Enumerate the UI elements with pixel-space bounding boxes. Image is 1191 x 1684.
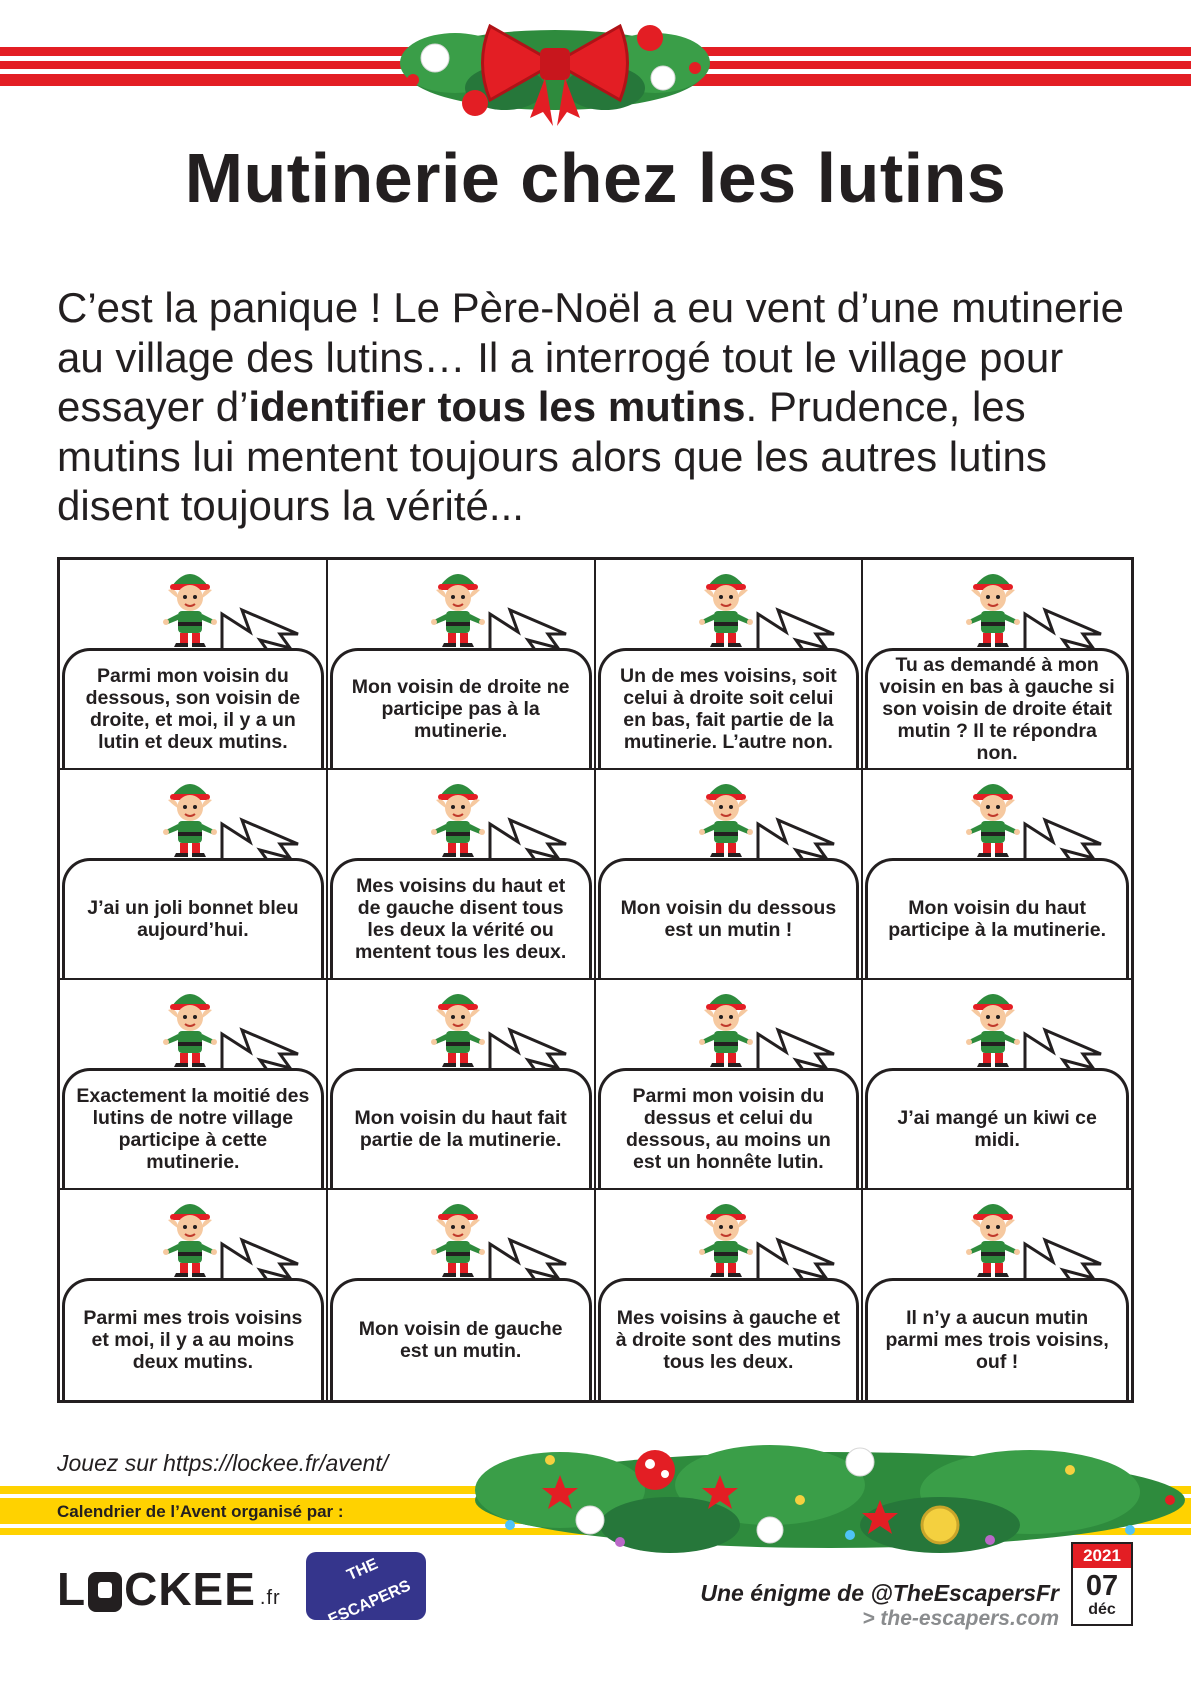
- elf-statements-grid: [57, 557, 1134, 1403]
- elf-statement-cell: [863, 770, 1131, 980]
- elf-statement-cell: [596, 560, 864, 770]
- escapers-logo-line1: THE: [344, 1555, 381, 1584]
- elf-statement-cell: [596, 980, 864, 1190]
- play-link[interactable]: Jouez sur https://lockee.fr/avent/: [57, 1450, 389, 1476]
- elf-icon: [963, 778, 1023, 858]
- calendar-month: déc: [1088, 1601, 1116, 1618]
- intro-text-start: C’est la panique ! Le Père-Noël a eu vent d’une mutinerie au village des lutins… Il a interrogé tout le village pour essayer d’: [57, 284, 1124, 430]
- elf-icon: [428, 988, 488, 1068]
- page-title: Mutinerie chez les lutins: [184, 139, 1007, 217]
- elf-statement-text: Il n’y a aucun mutin parmi mes trois voisins, ouf !: [885, 1307, 1109, 1373]
- elf-statement-text: Mes voisins à gauche et à droite sont des mutins tous les deux.: [615, 1307, 842, 1373]
- elf-icon: [963, 1198, 1023, 1278]
- elf-statement-text: Mon voisin du haut fait partie de la mutinerie.: [354, 1107, 567, 1151]
- elf-statement-text: Mon voisin du haut participe à la mutinerie.: [888, 897, 1107, 941]
- elf-statement-text: Exactement la moitié des lutins de notre village participe à cette mutinerie.: [76, 1085, 310, 1173]
- speech-bubble: [330, 1278, 592, 1400]
- speech-bubble: [865, 1068, 1129, 1190]
- intro-text-end: . Prudence, les mutins lui mentent toujours alors que les autres lutins disent toujours la vérité...: [57, 383, 1047, 529]
- speech-bubble: [865, 648, 1129, 770]
- elf-statement-cell: [863, 560, 1131, 770]
- speech-bubble: [62, 1068, 324, 1190]
- elf-icon: [696, 778, 756, 858]
- lockee-logo: [57, 1562, 281, 1616]
- intro-paragraph: [57, 283, 1147, 531]
- elf-statement-cell: [596, 1190, 864, 1400]
- elf-statement-text: Mon voisin de droite ne participe pas à la mutinerie.: [351, 676, 570, 742]
- elf-statement-text: Parmi mon voisin du dessous, son voisin de droite, et moi, il y a un lutin et deux mutins.: [85, 665, 301, 753]
- elf-statement-text: Mon voisin de gauche est un mutin.: [358, 1318, 563, 1362]
- elf-statement-cell: [863, 980, 1131, 1190]
- elf-icon: [160, 1198, 220, 1278]
- elf-statement-cell: [60, 1190, 328, 1400]
- speech-bubble: [62, 1278, 324, 1400]
- intro-text-bold: identifier tous les mutins: [248, 383, 746, 430]
- speech-bubble: [865, 858, 1129, 980]
- speech-bubble: [330, 858, 592, 980]
- credit-author: Une énigme de @TheEscapersFr: [700, 1580, 1059, 1606]
- organizer-label: Calendrier de l’Avent organisé par :: [57, 1502, 344, 1521]
- elf-statement-cell: [328, 1190, 596, 1400]
- escapers-logo-line2: ESCAPERS: [325, 1576, 414, 1629]
- speech-bubble: [330, 648, 592, 770]
- elf-icon: [428, 568, 488, 648]
- speech-bubble: [598, 858, 860, 980]
- elf-icon: [696, 568, 756, 648]
- lockee-logo-ckee: CKEE: [124, 1563, 256, 1615]
- lockee-logo-l: L: [57, 1563, 87, 1615]
- elf-icon: [160, 988, 220, 1068]
- elf-statement-cell: [60, 560, 328, 770]
- speech-bubble: [598, 1278, 860, 1400]
- elf-icon: [428, 1198, 488, 1278]
- elf-statement-cell: [328, 980, 596, 1190]
- elf-statement-text: Parmi mes trois voisins et moi, il y a au moins deux mutins.: [83, 1307, 303, 1373]
- padlock-icon: [88, 1572, 122, 1612]
- elf-statement-cell: [60, 770, 328, 980]
- elf-statement-cell: [596, 770, 864, 980]
- elf-icon: [963, 988, 1023, 1068]
- elf-statement-cell: [60, 980, 328, 1190]
- credit-site-link[interactable]: > the-escapers.com: [862, 1607, 1059, 1630]
- elf-statement-text: Mon voisin du dessous est un mutin !: [620, 897, 837, 941]
- elf-statement-cell: [328, 770, 596, 980]
- elf-icon: [696, 1198, 756, 1278]
- elf-statement-text: Tu as demandé à mon voisin en bas à gauche si son voisin de droite était mutin ? Il te répondra non.: [879, 654, 1115, 764]
- lockee-logo-suffix: .fr: [259, 1587, 281, 1609]
- elf-statement-text: Mes voisins du haut et de gauche disent tous les deux la vérité ou mentent tous les deux.: [354, 875, 567, 963]
- speech-bubble: [62, 858, 324, 980]
- elf-icon: [696, 988, 756, 1068]
- speech-bubble: [598, 1068, 860, 1190]
- elf-statement-text: Un de mes voisins, soit celui à droite soit celui en bas, fait partie de la mutinerie. L’autre non.: [620, 665, 837, 753]
- elf-statement-text: J’ai un joli bonnet bleu aujourd’hui.: [87, 897, 299, 941]
- elf-statement-text: J’ai mangé un kiwi ce midi.: [897, 1107, 1097, 1151]
- the-escapers-logo: [306, 1552, 426, 1629]
- elf-statement-cell: [863, 1190, 1131, 1400]
- elf-icon: [160, 778, 220, 858]
- elf-icon: [160, 568, 220, 648]
- elf-icon: [428, 778, 488, 858]
- credit-block: [700, 1580, 1059, 1632]
- christmas-garland-bow-icon: [395, 8, 715, 133]
- elf-statement-cell: [328, 560, 596, 770]
- speech-bubble: [62, 648, 324, 770]
- calendar-year: 2021: [1073, 1544, 1131, 1568]
- speech-bubble: [598, 648, 860, 770]
- speech-bubble: [865, 1278, 1129, 1400]
- calendar-date-badge: [1071, 1542, 1133, 1626]
- speech-bubble: [330, 1068, 592, 1190]
- calendar-day: 07: [1085, 1570, 1119, 1602]
- elf-statement-text: Parmi mon voisin du dessus et celui du dessous, au moins un est un honnête lutin.: [625, 1085, 831, 1173]
- elf-icon: [963, 568, 1023, 648]
